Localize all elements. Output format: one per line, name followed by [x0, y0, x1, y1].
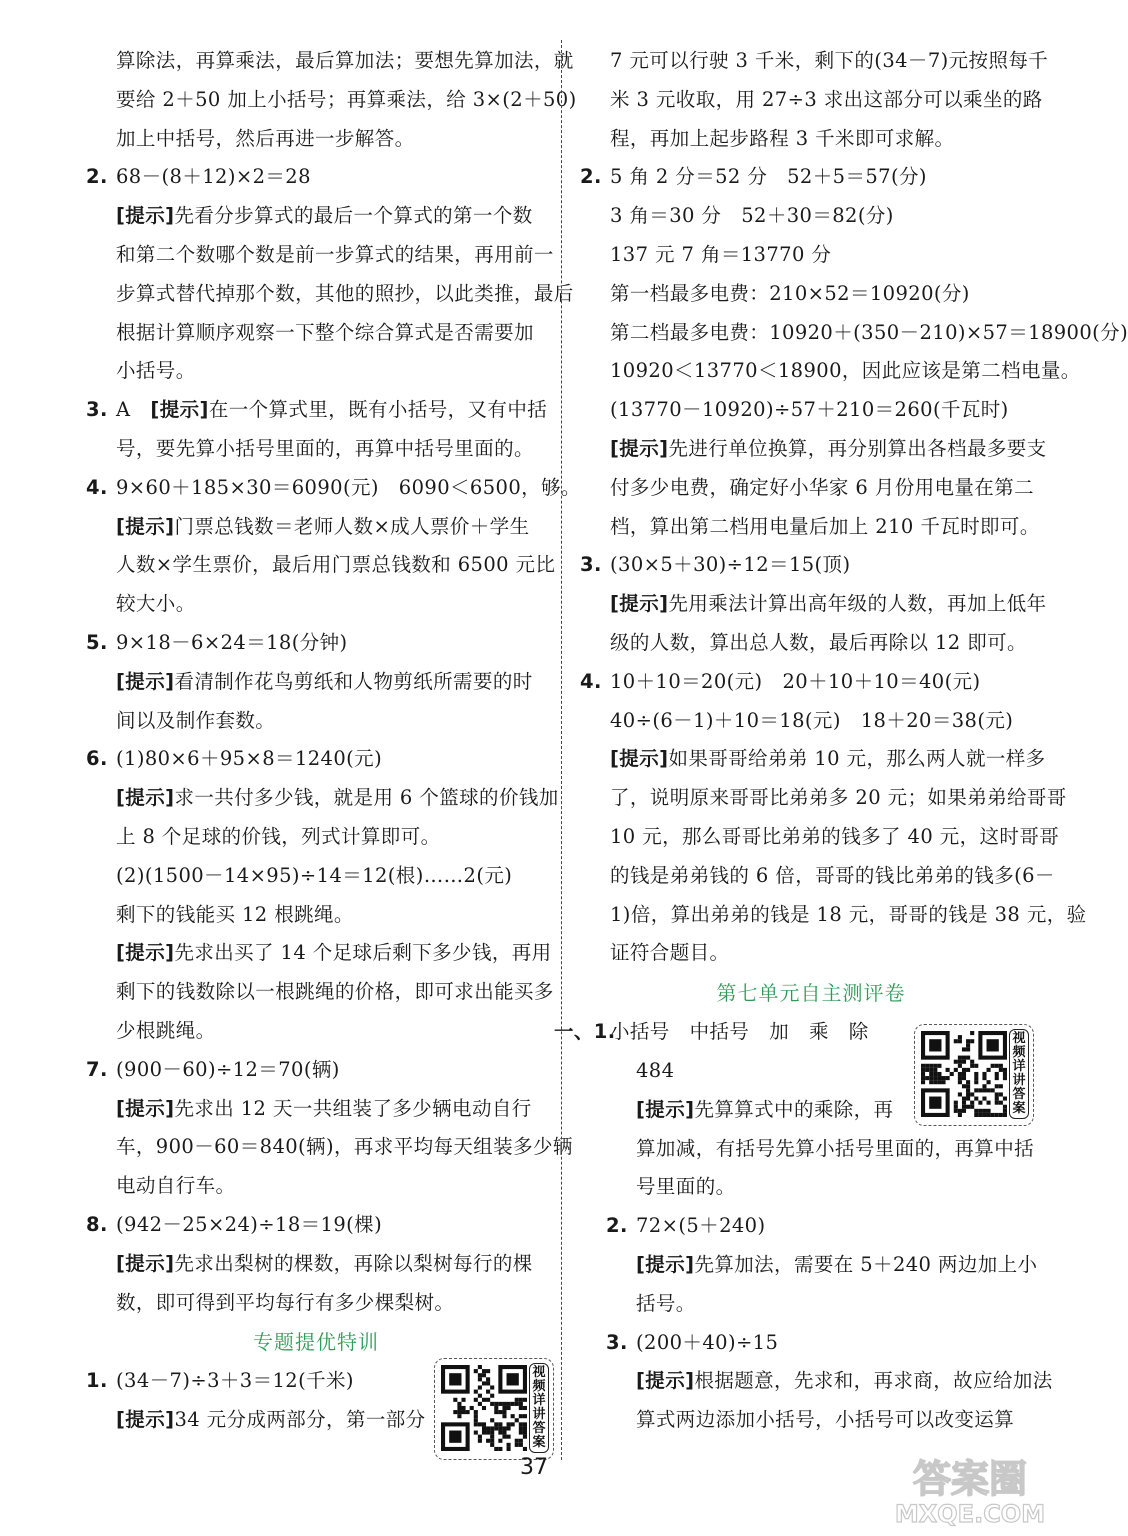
question-number: 7.: [86, 1057, 108, 1081]
text-line: [86, 1245, 546, 1284]
text-line: [580, 275, 1042, 314]
question-number: 2.: [86, 165, 108, 189]
question-number: 8.: [86, 1212, 108, 1236]
hint-label: [提示]: [610, 592, 669, 616]
text-line: [580, 120, 1042, 159]
text-line: [580, 236, 1042, 275]
line-text: 1)倍，算出弟弟的钱是 18 元，哥哥的钱是 38 元，验: [610, 902, 1087, 926]
line-text: (942－25×24)÷18＝19(棵): [116, 1212, 383, 1236]
text-line: [580, 740, 1046, 779]
hint-label: [提示]: [116, 786, 175, 810]
line-text: 证符合题目。: [610, 941, 730, 965]
line-text: 34 元分成两部分，第一部分: [174, 1408, 426, 1432]
text-line: [580, 352, 1081, 391]
line-text: 先算算式中的乘除，再: [694, 1097, 894, 1121]
watermark-top-text: 答案圈: [912, 1457, 1028, 1501]
line-text: 算除法，再算乘法，最后算加法；要想先算加法，就: [116, 49, 574, 72]
line-text: 先用乘法计算出高年级的人数，再加上低年: [668, 592, 1047, 616]
text-line: [86, 779, 559, 818]
line-text: 10 元，那么哥哥比弟弟的钱多了 40 元，这时哥哥: [610, 824, 1060, 848]
line-text: 程，再加上起步路程 3 千米即可求解。: [610, 126, 955, 150]
line-text: 电动自行车。: [116, 1174, 236, 1198]
qr-code-icon: [441, 1365, 527, 1451]
line-text: 72×(5＋240): [636, 1214, 766, 1238]
line-text: 付多少电费，确定好小华家 6 月份用电量在第二: [610, 475, 1035, 499]
line-text: 根据计算顺序观察一下整个综合算式是否需要加: [116, 320, 534, 344]
text-line: [86, 1012, 546, 1051]
text-line: [86, 585, 546, 624]
text-line: [580, 546, 1042, 585]
text-line: [580, 314, 1128, 353]
hint-label: [提示]: [116, 941, 175, 965]
line-text: 步算式替代掉那个数，其他的照抄，以此类推，最后: [116, 281, 574, 305]
hint-label: [提示]: [636, 1252, 695, 1276]
line-text: (34－7)÷3＋3＝12(千米): [116, 1369, 354, 1393]
line-text: 根据题意，先求和，再求商，故应给加法: [694, 1369, 1053, 1393]
question-number: 2.: [606, 1214, 628, 1238]
text-line: [86, 236, 554, 275]
line-text: 剩下的钱能买 12 根跳绳。: [116, 902, 354, 926]
text-line: [86, 973, 554, 1012]
text-line: [580, 469, 1042, 508]
text-line: [86, 818, 546, 857]
text-line: [86, 314, 546, 353]
text-line: [86, 1051, 546, 1090]
text-line: [86, 197, 546, 236]
left-column: [86, 42, 581, 1440]
text-line: [86, 120, 546, 159]
line-text: 137 元 7 角＝13770 分: [610, 242, 832, 266]
hint-label: [提示]: [610, 436, 669, 460]
line-text: 40÷(6－1)＋10＝18(元) 18＋20＝38(元): [610, 708, 1014, 732]
question-number: 4.: [86, 475, 108, 499]
line-text: 先求出 12 天一共组装了多少辆电动自行: [174, 1096, 532, 1120]
line-text: 如果哥哥给弟弟 10 元，那么两人就一样多: [668, 747, 1046, 771]
line-text: 号里面的。: [636, 1175, 736, 1199]
text-line: [86, 42, 574, 81]
line-text: 484: [636, 1058, 675, 1082]
text-line: [580, 663, 1042, 702]
line-text: 和第二个数哪个数是前一步算式的结果，再用前一: [116, 242, 554, 266]
text-line: [580, 857, 1055, 896]
line-text: 10920＜13770＜18900，因此应该是第二档电量。: [610, 359, 1081, 383]
text-line: [86, 81, 577, 120]
line-text: 级的人数，算出总人数，最后再除以 12 即可。: [610, 630, 1027, 654]
column-divider: [561, 40, 562, 1460]
line-text: 先求出买了 14 个足球后剩下多少钱，再用: [174, 941, 552, 965]
line-text: 了，说明原来哥哥比弟弟多 20 元；如果弟弟给哥哥: [610, 786, 1067, 810]
line-text: 上 8 个足球的价钱，列式计算即可。: [116, 824, 441, 848]
line-text: 要给 2＋50 加上小括号；再算乘法，给 3×(2＋50): [116, 87, 577, 111]
watermark-logo: [882, 1452, 1058, 1528]
text-line: [580, 1207, 1042, 1246]
text-line: [86, 352, 546, 391]
text-line: [580, 1168, 1042, 1207]
text-line: [86, 391, 546, 430]
text-line: [86, 1128, 573, 1167]
line-text: 车，900－60＝840(辆)，再求平均每天组装多少辆: [116, 1135, 573, 1159]
qr-code-icon: [921, 1031, 1007, 1117]
line-text: 第二档最多电费：10920＋(350－210)×57＝18900(分): [610, 320, 1128, 344]
line-text: 10＋10＝20(元) 20＋10＋10＝40(元): [610, 669, 981, 693]
text-line: [580, 430, 1047, 469]
line-text: 小括号。: [116, 359, 196, 383]
line-text: 米 3 元收取，用 27÷3 求出这部分可以乘坐的路: [610, 87, 1043, 111]
line-text: 较大小。: [116, 592, 196, 616]
text-line: [86, 934, 552, 973]
line-text: 间以及制作套数。: [116, 708, 276, 732]
line-text: 9×60＋185×30＝6090(元) 6090＜6500，够。: [116, 475, 581, 499]
qr-label: 视频详讲答案: [1009, 1029, 1029, 1119]
text-line: [86, 702, 546, 741]
text-line: [86, 469, 581, 508]
hint-label: [提示]: [116, 1408, 175, 1432]
line-text: 少根跳绳。: [116, 1018, 216, 1042]
question-number: 5.: [86, 630, 108, 654]
question-number: 3.: [86, 398, 108, 422]
section-title: 专题提优特训: [253, 1330, 379, 1355]
text-line: [580, 1246, 1042, 1285]
text-line: [580, 1324, 1042, 1363]
question-number: 6.: [86, 747, 108, 771]
line-text: 5 角 2 分＝52 分 52＋5＝57(分): [610, 165, 927, 189]
text-line: [580, 42, 1049, 81]
watermark-bottom-text: MXQE.COM: [894, 1500, 1046, 1528]
text-line: [86, 1090, 546, 1129]
hint-label: [提示]: [636, 1369, 695, 1393]
line-text: 第一档最多电费：210×52＝10920(分): [610, 281, 970, 305]
line-text: 9×18－6×24＝18(分钟): [116, 630, 348, 654]
text-line: [580, 585, 1047, 624]
line-text: 先看分步算式的最后一个算式的第一个数: [174, 204, 533, 228]
section-title: 第七单元自主测评卷: [716, 981, 906, 1006]
answer-choice: A: [116, 398, 151, 422]
text-line: [86, 663, 546, 702]
text-line: [580, 779, 1067, 818]
text-line: [86, 508, 546, 547]
line-text: (13770－10920)÷57＋210＝260(千瓦时): [610, 398, 1009, 422]
line-text: (900－60)÷12＝70(辆): [116, 1057, 340, 1081]
text-line: [580, 1285, 1042, 1324]
question-number: 3.: [606, 1330, 628, 1354]
line-text: 加上中括号，然后再进一步解答。: [116, 126, 415, 150]
text-line: [580, 896, 1087, 935]
text-line: [580, 197, 1042, 236]
hint-label: [提示]: [636, 1097, 695, 1121]
text-line: [580, 818, 1060, 857]
text-line: [580, 702, 1042, 741]
text-line: [580, 934, 1042, 973]
text-line: [86, 158, 546, 197]
hint-label: [提示]: [116, 1096, 175, 1120]
line-text: 求一共付多少钱，就是用 6 个篮球的价钱加: [174, 786, 559, 810]
text-line: [580, 1401, 1042, 1440]
line-text: 括号。: [636, 1291, 696, 1315]
line-text: 人数×学生票价，最后用门票总钱数和 6500 元比: [116, 553, 556, 577]
hint-label: [提示]: [116, 514, 175, 538]
qr-label: 视频详讲答案: [529, 1363, 549, 1453]
line-text: (1)80×6＋95×8＝1240(元): [116, 747, 383, 771]
text-line: [580, 158, 1042, 197]
qr-code-video-answer-2[interactable]: [914, 1024, 1034, 1126]
hint-label: [提示]: [150, 398, 209, 422]
line-text: 3 角＝30 分 52＋30＝82(分): [610, 204, 894, 228]
text-line: [580, 1362, 1053, 1401]
line-text: 号，要先算小括号里面的，再算中括号里面的。: [116, 436, 534, 460]
text-line: [86, 1167, 546, 1206]
text-line: [580, 391, 1042, 430]
line-text: 的钱是弟弟钱的 6 倍，哥哥的钱比弟弟的钱多(6－: [610, 863, 1055, 887]
hint-label: [提示]: [116, 1251, 175, 1275]
text-line: [86, 275, 574, 314]
text-line: [86, 546, 556, 585]
line-text: 算加减，有括号先算小括号里面的，再算中括: [636, 1136, 1035, 1160]
hint-label: [提示]: [610, 747, 669, 771]
text-line: [86, 740, 546, 779]
line-text: 档，算出第二档用电量后加上 210 千瓦时即可。: [610, 514, 1040, 538]
line-text: (30×5＋30)÷12＝15(顶): [610, 553, 851, 577]
line-text: (2)(1500－14×95)÷14＝12(根)……2(元): [116, 863, 513, 887]
question-number: 4.: [580, 669, 602, 693]
question-number: 一、1.: [554, 1020, 616, 1044]
hint-label: [提示]: [116, 669, 175, 693]
text-line: [86, 624, 546, 663]
line-text: 先算加法，需要在 5＋240 两边加上小: [694, 1252, 1038, 1276]
text-line: [86, 430, 546, 469]
line-text: 看清制作花鸟剪纸和人物剪纸所需要的时: [174, 669, 533, 693]
line-text: 算式两边添加小括号，小括号可以改变运算: [636, 1408, 1015, 1432]
text-line: [86, 1206, 546, 1245]
question-number: 3.: [580, 553, 602, 577]
hint-label: [提示]: [116, 204, 175, 228]
line-text: 68－(8＋12)×2＝28: [116, 165, 311, 189]
question-number: 1.: [86, 1369, 108, 1393]
text-line: [580, 81, 1042, 120]
text-line: [86, 896, 546, 935]
line-text: 小括号 中括号 加 乘 除: [610, 1020, 869, 1044]
page-number: 37: [520, 1455, 548, 1480]
line-text: 先求出梨树的棵数，再除以梨树每行的棵: [174, 1251, 533, 1275]
text-line: [86, 1284, 546, 1323]
right-column: [554, 42, 1128, 1440]
text-line: [580, 624, 1042, 663]
text-line: [86, 857, 546, 896]
line-text: 数，即可得到平均每行有多少棵梨树。: [116, 1290, 455, 1314]
text-line: [580, 1130, 1042, 1169]
qr-code-video-answer-1[interactable]: [434, 1358, 554, 1460]
text-line: [580, 508, 1042, 547]
line-text: 剩下的钱数除以一根跳绳的价格，即可求出能买多: [116, 980, 554, 1004]
line-text: 在一个算式里，既有小括号，又有中括: [208, 398, 548, 422]
line-text: (200＋40)÷15: [636, 1330, 779, 1354]
line-text: 先进行单位换算，再分别算出各档最多要支: [668, 436, 1047, 460]
question-number: 2.: [580, 165, 602, 189]
line-text: 7 元可以行驶 3 千米，剩下的(34－7)元按照每千: [610, 49, 1049, 72]
line-text: 门票总钱数＝老师人数×成人票价＋学生: [174, 514, 530, 538]
